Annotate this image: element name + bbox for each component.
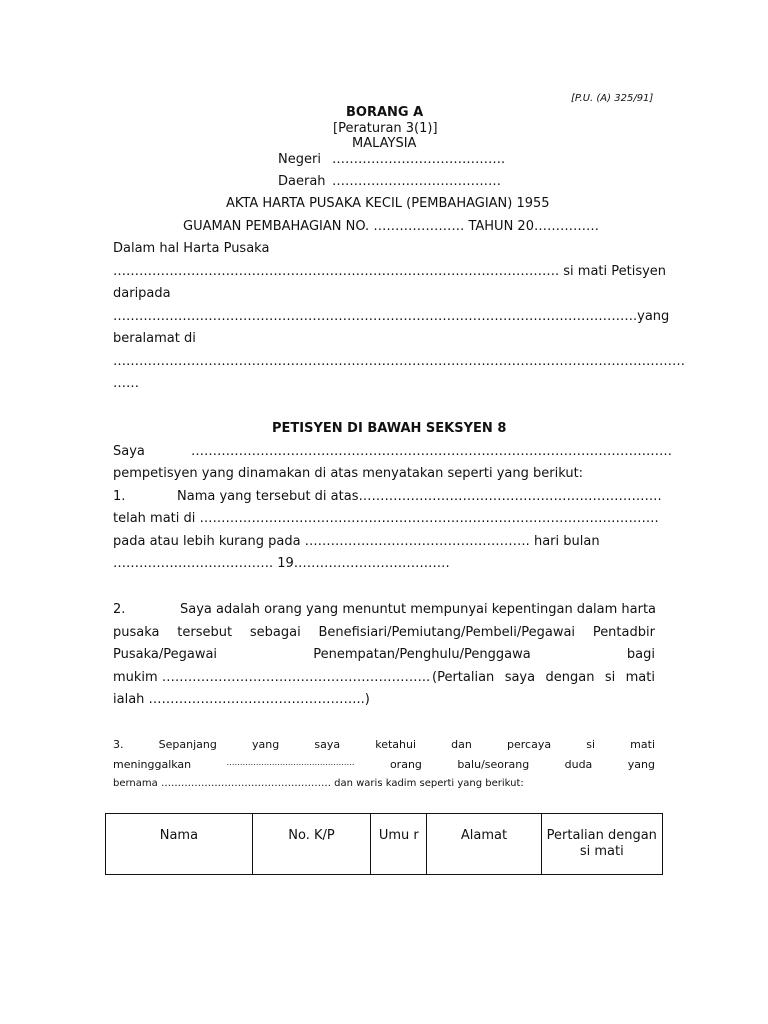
word: saya xyxy=(504,670,536,685)
header-cell-name: Nama xyxy=(106,814,253,875)
form-title: BORANG A xyxy=(346,105,424,120)
header-cell-age: Umu r xyxy=(371,814,427,875)
table-header-row xyxy=(106,814,663,875)
word: si xyxy=(586,738,596,751)
petition-title: PETISYEN DI BAWAH SEKSYEN 8 xyxy=(272,421,507,436)
petitioner-dots: ………………………………………………………………………………………………… xyxy=(191,444,672,459)
word: sebagai xyxy=(249,625,301,640)
paragraph-2-line-2 xyxy=(113,625,655,640)
paragraph-2-number: 2. xyxy=(113,602,126,617)
word: dan xyxy=(451,738,472,751)
header-cell-ic-number: No. K/P xyxy=(252,814,370,875)
paragraph-3-line-2 xyxy=(113,758,655,771)
heirs-table xyxy=(105,813,663,875)
mukim-line: mukim …………………………………………………….. xyxy=(113,670,431,685)
word: yang xyxy=(627,758,655,771)
word: Pentadbir xyxy=(592,625,655,640)
word: mati xyxy=(630,738,655,751)
word: Benefisiari/Pemiutang/Pembeli/Pegawai xyxy=(318,625,576,640)
word: (Pertalian xyxy=(432,670,495,685)
paragraph-1-text: Nama yang tersebut di atas……………………………………………………………. xyxy=(177,489,662,504)
regulation-reference: [Peraturan 3(1)] xyxy=(333,121,438,136)
address-label: beralamat di xyxy=(113,331,196,346)
act-title: AKTA HARTA PUSAKA KECIL (PEMBAHAGIAN) 1955 xyxy=(226,196,550,211)
word: ketahui xyxy=(375,738,417,751)
word: pusaka xyxy=(113,625,160,640)
paragraph-3-line-1 xyxy=(113,738,655,751)
word: saya xyxy=(314,738,341,751)
header-cell-address: Alamat xyxy=(427,814,541,875)
word: mati xyxy=(625,670,655,685)
word: bagi xyxy=(626,647,655,662)
death-date-line: pada atau lebih kurang pada ……………………………………………. hari bulan xyxy=(113,534,600,549)
address-line-continued: …… xyxy=(113,376,139,391)
from-label: daripada xyxy=(113,286,171,301)
case-number-line: GUAMAN PEMBAHAGIAN NO. ………………… TAHUN 20…………… xyxy=(183,219,599,234)
relationship-line: ialah …………………………………………..) xyxy=(113,692,370,707)
word: orang xyxy=(389,758,422,771)
word: si xyxy=(604,670,616,685)
paragraph-3-line-3: bernama …………………………………………… dan waris kadim seperti yang berikut: xyxy=(113,778,524,789)
state-field: …………………………………. xyxy=(332,152,506,167)
word: yang xyxy=(251,738,280,751)
word: meninggalkan xyxy=(113,758,192,771)
word: duda xyxy=(564,758,593,771)
word: Penempatan/Penghulu/Penggawa xyxy=(313,647,531,662)
word: percaya xyxy=(507,738,552,751)
word: dengan xyxy=(545,670,595,685)
word: tersebut xyxy=(177,625,233,640)
address-line: …………………………………………………………………………………………………………………… xyxy=(113,354,685,369)
petitioner-name-line: ………………………………………………………………………………………………………….yang xyxy=(113,309,670,324)
district-field: ………………………………… xyxy=(332,174,501,189)
state-label: Negeri xyxy=(278,152,321,167)
header-cell-relationship: Pertalian dengan si mati xyxy=(541,814,662,875)
word: balu/seorang xyxy=(457,758,530,771)
paragraph-1-number: 1. xyxy=(113,489,126,504)
form-reference: [P.U. (A) 325/91] xyxy=(571,93,654,104)
word: Pusaka/Pegawai xyxy=(113,647,218,662)
death-year-line: ………………………………. 19……………………………… xyxy=(113,556,450,571)
district-label: Daerah xyxy=(278,174,326,189)
relationship-phrase xyxy=(432,670,655,685)
petition-statement: pempetisyen yang dinamakan di atas menyatakan seperti yang berikut: xyxy=(113,466,584,481)
paragraph-3-number: 3. xyxy=(113,738,124,751)
word: ………………………………………… xyxy=(226,758,355,767)
saya-label: Saya xyxy=(113,444,145,459)
word: Sepanjang xyxy=(158,738,217,751)
paragraph-2-text: Saya adalah orang yang menuntut mempunyai kepentingan dalam harta xyxy=(180,602,657,617)
deceased-name-line: …………………………………………………………………………………………. si mati Petisyen xyxy=(113,264,667,279)
estate-heading: Dalam hal Harta Pusaka xyxy=(113,241,270,256)
country-label: MALAYSIA xyxy=(352,136,417,151)
paragraph-2-line-3 xyxy=(113,647,655,662)
death-place-line: telah mati di ……………………………………………………………………………………………. xyxy=(113,511,659,526)
